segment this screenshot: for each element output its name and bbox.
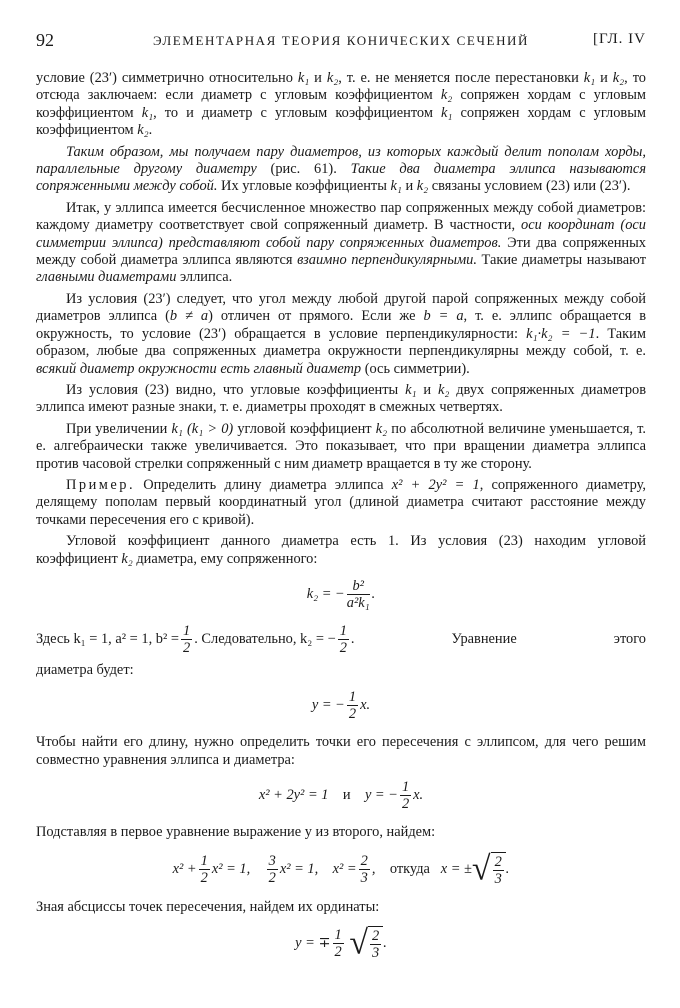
paragraph-8: Угловой коэффициент данного диаметра есть 1. Из условия (23) находим угловой коэффициент k₂ диаметра, ему сопряженного: bbox=[36, 533, 646, 567]
body-text bbox=[36, 70, 646, 973]
paragraph-1: условие (23′) симметрично относительно k₁ и k₂, т. е. не меняется после перестановки k₁ и k₂, то отсюда заключаем: если диаметр с угловым коэффициентом k₂ сопряжен хордам с угловым коэффициентом k₁, то и диаметр с угловым коэффициентом k₁ сопряжен хордам с угловым коэффициентом k₂. bbox=[36, 70, 646, 139]
paragraph-12: Зная абсциссы точек пересечения, найдем их ординаты: bbox=[36, 898, 380, 915]
equation-diameter: y = − $\frac{1}{2}$ x. bbox=[311, 689, 371, 723]
paragraph-11: Подставляя в первое уравнение выражение y из второго, найдем: bbox=[36, 824, 436, 841]
paragraph-9: Здесь k₁ = 1, a² = 1, b² = $\frac{1}{2}$ . Следовательно, k₂ = − $\frac{1}{2}$ . Уравнение этого bbox=[36, 622, 646, 656]
sqrt-symbol: √ $\frac{2}{3}$ bbox=[349, 926, 383, 961]
equation-solve-y: y = ∓ $\frac{1}{2}$ √ $\frac{2}{3}$ . bbox=[295, 924, 387, 962]
paragraph-5: Из условия (23) видно, что угловые коэффициенты k₁ и k₂ двух сопряженных диаметров эллипса имеют разные знаки, т. е. диаметры проходят в смежных четвертях. bbox=[36, 381, 647, 416]
paragraph-example: Пример. Определить длину диаметра эллипса x² + 2y² = 1, сопряженного диаметру, делящему пополам первый координатный угол (длиной диаметра считают расстояние между точками пересечения его с кривой). bbox=[36, 476, 646, 528]
paragraph-4: Из условия (23′) следует, что угол между любой другой парой сопряженных между собой диаметров эллипса (b ≠ a) отличен от прямого. Если же b = a, т. е. эллипс обращается в окружность, то условие (23′) обращается в условие перпендикулярности: k₁·k₂ = −1. Таким образом, любые два сопряженных диаметра окружности перпендикулярны между собой, т. е. всякий диаметр окружности есть главный диаметр (ось симметрии). bbox=[36, 290, 646, 377]
paragraph-9-cont: диаметра будет: bbox=[36, 661, 134, 678]
equation-solve-x: x² + $\frac{1}{2}$ x² = 1, $\frac{3}{2}$ x² = 1, x² = $\frac{2}{3}$ , откуда x = ±√ $\frac{2}{3}$ . bbox=[172, 850, 510, 888]
sqrt-symbol: √ $\frac{2}{3}$ bbox=[472, 852, 506, 887]
paragraph-2: Таким образом, мы получаем пару диаметров, из которых каждый делит пополам хорды, параллельные другому диаметру (рис. 61). Такие два диаметра эллипса называются сопряженными между собой. Их угловые коэффициенты k₁ и k₂ связаны условием (23) или (23′). bbox=[36, 143, 647, 195]
running-header bbox=[36, 30, 646, 54]
paragraph-3: Итак, у эллипса имеется бесчисленное множество пар сопряженных между собой диаметров: каждому диаметру соответствует свой сопряженный диаметр. В частности, оси координат (оси симметрии эллипса) представляют собой пару сопряженных диаметров. Эти два сопряженных между собой диаметра эллипса являются взаимно перпендикулярными. Такие диаметры называют главными диаметрами эллипса. bbox=[36, 199, 647, 286]
page-number: 92 bbox=[36, 30, 54, 50]
paragraph-10: Чтобы найти его длину, нужно определить точки его пересечения с эллипсом, для чего решим совместно уравнения эллипса и диаметра: bbox=[36, 734, 646, 768]
equation-system: x² + 2y² = 1 и y = − $\frac{1}{2}$ x. bbox=[258, 779, 424, 813]
paragraph-6: При увеличении k₁ (k₁ > 0) угловой коэффициент k₂ по абсолютной величине уменьшается, т. е. алгебраически также увеличивается. Это показывает, что при вращении диаметра эллипса против часовой стрелки сопряженный с ним диаметр вращается в ту же сторону. bbox=[36, 420, 646, 472]
running-title: ЭЛЕМЕНТАРНАЯ ТЕОРИЯ КОНИЧЕСКИХ СЕЧЕНИЙ bbox=[152, 33, 530, 48]
equation-k2: k₂ = − $\frac{\text{b²}}{\text{a²k₁}}$ . bbox=[306, 577, 376, 611]
chapter-label: [ГЛ. IV bbox=[592, 31, 646, 47]
